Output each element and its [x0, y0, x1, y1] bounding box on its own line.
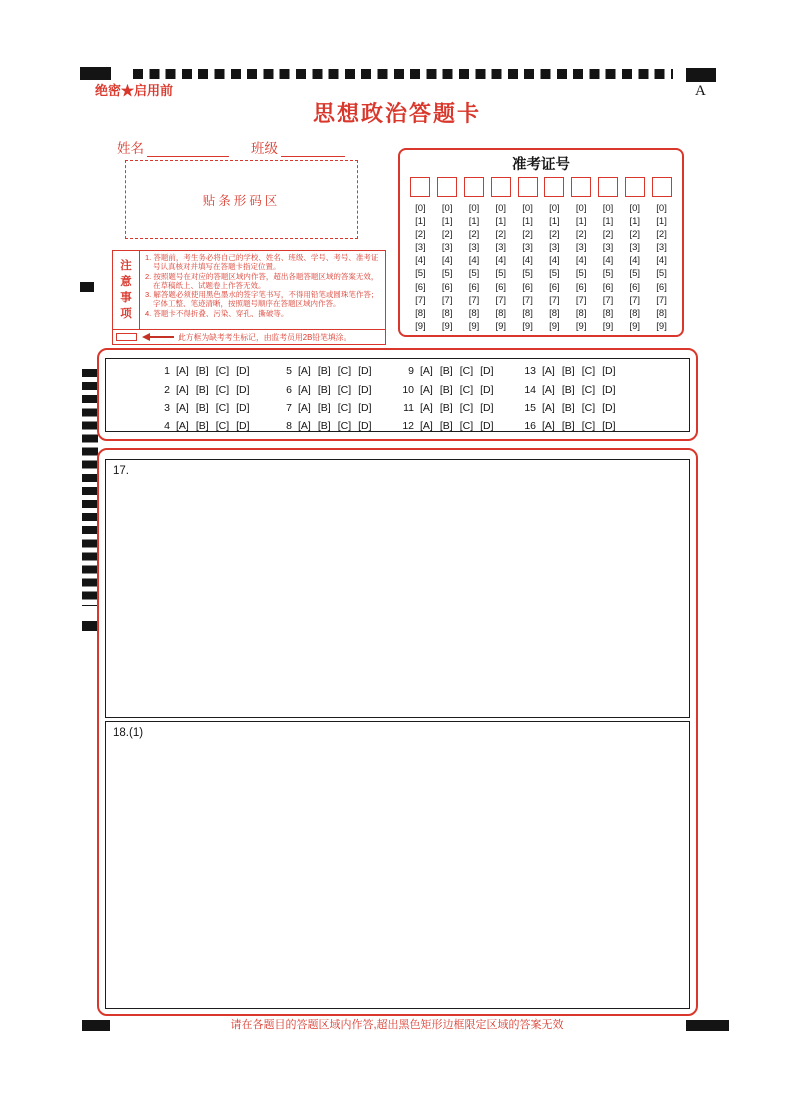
option-bubble-2-B[interactable]: [B] — [195, 383, 209, 396]
timing-mark-left-single-lower — [82, 621, 98, 631]
digit-bubble-5[interactable]: [5] — [415, 268, 426, 280]
option-bubble-9-A[interactable]: [A] — [420, 365, 433, 378]
absent-mark-box[interactable] — [116, 333, 137, 341]
digit-bubble-3[interactable]: [3] — [629, 242, 641, 254]
option-bubble-8-B[interactable]: [B] — [317, 420, 331, 433]
digit-bubble-7[interactable]: [7] — [495, 294, 507, 306]
exam-digit-writebox-col5[interactable] — [518, 177, 538, 197]
digit-bubble-1[interactable]: [1] — [468, 216, 480, 228]
notice-title-cell — [113, 251, 140, 329]
digit-bubble-7[interactable]: [7] — [468, 294, 480, 306]
option-bubble-14-B[interactable]: [B] — [561, 383, 575, 396]
option-bubble-11-B[interactable]: [B] — [439, 401, 453, 414]
digit-bubble-2[interactable]: [2] — [575, 229, 587, 241]
digit-bubble-3[interactable]: [3] — [415, 242, 426, 254]
corner-mark-top-left — [80, 67, 111, 80]
digit-bubble-7[interactable]: [7] — [549, 294, 560, 306]
digit-bubble-2[interactable]: [2] — [441, 229, 453, 241]
digit-bubble-0[interactable]: [0] — [656, 203, 667, 214]
digit-bubble-8[interactable]: [8] — [575, 307, 587, 319]
option-bubble-7-C[interactable]: [C] — [337, 401, 352, 414]
timing-mark-left-single-upper — [80, 282, 94, 292]
option-bubble-11-D[interactable]: [D] — [480, 401, 494, 414]
digit-bubble-3[interactable]: [3] — [549, 242, 560, 254]
digit-bubble-1[interactable]: [1] — [441, 216, 453, 228]
answer-area-17-label: 17. — [113, 465, 129, 477]
option-bubble-7-A[interactable]: [A] — [298, 401, 311, 414]
digit-bubble-1[interactable]: [1] — [575, 216, 587, 228]
digit-bubble-7[interactable]: [7] — [415, 294, 426, 306]
question-number: 7 — [286, 401, 292, 414]
option-bubble-5-B[interactable]: [B] — [317, 365, 331, 378]
notice-item: 3. 解答题必须使用黑色墨水的签字笔书写，不得用铅笔或圆珠笔作答；字体工整、笔迹清晰，按照题号顺序在答题区域内作答。 — [145, 290, 379, 309]
option-bubble-4-A[interactable]: [A] — [176, 420, 189, 433]
choice-question-8 — [272, 420, 394, 432]
question-number: 10 — [402, 383, 414, 396]
question-number: 1 — [164, 365, 170, 378]
option-bubble-11-A[interactable]: [A] — [420, 401, 433, 414]
option-bubble-3-B[interactable]: [B] — [195, 401, 209, 414]
question-number: 2 — [164, 383, 170, 396]
option-bubble-9-B[interactable]: [B] — [439, 365, 453, 378]
digit-bubble-8[interactable]: [8] — [549, 307, 560, 319]
question-number: 12 — [402, 420, 414, 433]
digit-bubble-9[interactable]: [9] — [549, 320, 560, 332]
digit-bubble-8[interactable]: [8] — [441, 307, 453, 319]
digit-bubble-3[interactable]: [3] — [441, 242, 453, 254]
choice-question-15 — [516, 402, 638, 414]
digit-bubble-0[interactable]: [0] — [468, 203, 480, 214]
option-bubble-10-C[interactable]: [C] — [459, 383, 474, 396]
option-bubble-16-C[interactable]: [C] — [581, 420, 596, 433]
option-bubble-14-D[interactable]: [D] — [602, 383, 616, 396]
choice-question-3 — [150, 402, 272, 414]
answer-area-17[interactable] — [105, 459, 690, 718]
choice-question-9 — [394, 365, 516, 377]
option-bubble-5-D[interactable]: [D] — [358, 365, 372, 378]
exam-digit-writebox-col1[interactable] — [410, 177, 430, 197]
digit-bubble-1[interactable]: [1] — [549, 216, 560, 228]
digit-bubble-9[interactable]: [9] — [468, 320, 480, 332]
digit-bubble-6[interactable]: [6] — [575, 281, 587, 293]
digit-bubble-5[interactable]: [5] — [495, 268, 507, 280]
option-bubble-4-B[interactable]: [B] — [195, 420, 209, 433]
option-bubble-6-D[interactable]: [D] — [358, 383, 372, 396]
option-bubble-15-C[interactable]: [C] — [581, 401, 596, 414]
digit-bubble-1[interactable]: [1] — [602, 216, 614, 228]
digit-bubble-8[interactable]: [8] — [656, 307, 667, 319]
digit-bubble-9[interactable]: [9] — [575, 320, 587, 332]
digit-bubble-0[interactable]: [0] — [549, 203, 560, 214]
digit-bubble-4[interactable]: [4] — [468, 255, 480, 267]
digit-bubble-2[interactable]: [2] — [656, 229, 667, 241]
notice-title: 注意事项 — [120, 260, 132, 320]
exam-digit-writebox-col4[interactable] — [491, 177, 511, 197]
digit-bubble-9[interactable]: [9] — [656, 320, 667, 332]
question-number: 11 — [403, 401, 414, 414]
option-bubble-6-A[interactable]: [A] — [298, 383, 311, 396]
digit-bubble-4[interactable]: [4] — [656, 255, 667, 267]
option-bubble-16-A[interactable]: [A] — [542, 420, 555, 433]
digit-bubble-7[interactable]: [7] — [602, 294, 614, 306]
digit-bubble-6[interactable]: [6] — [656, 281, 667, 293]
secret-label: 绝密★启用前 — [95, 83, 174, 98]
page-title: 思想政治答题卡 — [312, 101, 481, 126]
notice-items — [140, 251, 385, 329]
option-bubble-13-B[interactable]: [B] — [561, 365, 575, 378]
absent-mark-row — [113, 329, 385, 344]
absent-note: 此方框为缺考考生标记，由监考员用2B铅笔填涂。 — [178, 332, 352, 342]
digit-bubble-2[interactable]: [2] — [602, 229, 614, 241]
digit-bubble-4[interactable]: [4] — [415, 255, 426, 267]
option-bubble-8-D[interactable]: [D] — [358, 420, 372, 433]
answer-area-18-1[interactable] — [105, 721, 690, 1009]
digit-bubble-8[interactable]: [8] — [495, 307, 507, 319]
option-bubble-14-C[interactable]: [C] — [581, 383, 596, 396]
choice-section-panel — [97, 348, 698, 441]
digit-bubble-9[interactable]: [9] — [629, 320, 641, 332]
option-bubble-4-D[interactable]: [D] — [236, 420, 250, 433]
notice-item: 2. 按照题号在对应的答题区域内作答，超出各题答题区域的答案无效，在草稿纸上、试题卷上作答无效。 — [145, 271, 379, 290]
digit-bubble-6[interactable]: [6] — [549, 281, 560, 293]
choice-question-1 — [150, 365, 272, 377]
choice-question-6 — [272, 384, 394, 396]
question-number: 14 — [524, 383, 536, 396]
option-bubble-14-A[interactable]: [A] — [542, 383, 555, 396]
digit-bubble-9[interactable]: [9] — [522, 320, 533, 332]
timing-marks-left-column — [82, 369, 98, 606]
option-bubble-10-B[interactable]: [B] — [439, 383, 453, 396]
digit-bubble-5[interactable]: [5] — [549, 268, 560, 280]
digit-bubble-5[interactable]: [5] — [441, 268, 453, 280]
digit-bubble-8[interactable]: [8] — [602, 307, 614, 319]
digit-bubble-4[interactable]: [4] — [441, 255, 453, 267]
digit-bubble-3[interactable]: [3] — [468, 242, 480, 254]
digit-bubble-7[interactable]: [7] — [656, 294, 667, 306]
exam-digit-writebox-col6[interactable] — [544, 177, 564, 197]
digit-bubble-4[interactable]: [4] — [575, 255, 587, 267]
exam-number-panel — [398, 148, 684, 337]
digit-bubble-1[interactable]: [1] — [629, 216, 641, 228]
digit-bubble-0[interactable]: [0] — [441, 203, 453, 214]
digit-bubble-0[interactable]: [0] — [415, 203, 426, 214]
notice-panel — [112, 250, 386, 345]
digit-bubble-8[interactable]: [8] — [468, 307, 480, 319]
student-info-row — [117, 137, 345, 157]
digit-bubble-8[interactable]: [8] — [415, 307, 426, 319]
digit-bubble-2[interactable]: [2] — [522, 229, 533, 241]
digit-bubble-6[interactable]: [6] — [602, 281, 614, 293]
option-bubble-12-A[interactable]: [A] — [420, 420, 433, 433]
digit-bubble-3[interactable]: [3] — [522, 242, 533, 254]
digit-bubble-4[interactable]: [4] — [602, 255, 614, 267]
digit-bubble-9[interactable]: [9] — [495, 320, 507, 332]
digit-bubble-3[interactable]: [3] — [656, 242, 667, 254]
digit-bubble-8[interactable]: [8] — [522, 307, 533, 319]
option-bubble-5-A[interactable]: [A] — [298, 365, 311, 378]
question-number: 8 — [286, 420, 292, 433]
option-bubble-2-C[interactable]: [C] — [215, 383, 230, 396]
barcode-area-label: 贴条形码区 — [202, 193, 281, 208]
digit-bubble-0[interactable]: [0] — [629, 203, 641, 214]
digit-bubble-6[interactable]: [6] — [495, 281, 507, 293]
option-bubble-15-B[interactable]: [B] — [561, 401, 575, 414]
option-bubble-13-D[interactable]: [D] — [602, 365, 616, 378]
digit-bubble-3[interactable]: [3] — [495, 242, 507, 254]
name-write-line[interactable] — [147, 143, 229, 157]
digit-bubble-6[interactable]: [6] — [629, 281, 641, 293]
digit-bubble-0[interactable]: [0] — [575, 203, 587, 214]
option-bubble-4-C[interactable]: [C] — [215, 420, 230, 433]
question-number: 16 — [524, 420, 536, 433]
option-bubble-8-C[interactable]: [C] — [337, 420, 352, 433]
left-arrow-icon — [142, 333, 150, 341]
question-number: 15 — [524, 401, 536, 414]
option-bubble-8-A[interactable]: [A] — [298, 420, 311, 433]
digit-bubble-5[interactable]: [5] — [602, 268, 614, 280]
option-bubble-11-C[interactable]: [C] — [459, 401, 474, 414]
question-number: 5 — [286, 365, 292, 378]
exam-digit-writebox-col9[interactable] — [625, 177, 645, 197]
choice-question-5 — [272, 365, 394, 377]
class-label: 班级 — [251, 141, 278, 156]
option-bubble-15-A[interactable]: [A] — [542, 401, 555, 414]
class-write-line[interactable] — [281, 143, 345, 157]
exam-number-box-row — [400, 174, 682, 199]
footer-warning: 请在各题目的答题区域内作答,超出黑色矩形边框限定区域的答案无效 — [230, 1019, 564, 1031]
option-bubble-16-D[interactable]: [D] — [602, 420, 616, 433]
timing-dash-bar-top — [133, 69, 673, 79]
corner-mark-top-right — [686, 68, 716, 82]
option-bubble-6-C[interactable]: [C] — [337, 383, 352, 396]
exam-digit-writebox-col10[interactable] — [652, 177, 672, 197]
digit-bubble-2[interactable]: [2] — [549, 229, 560, 241]
digit-bubble-2[interactable]: [2] — [629, 229, 641, 241]
digit-bubble-6[interactable]: [6] — [415, 281, 426, 293]
digit-bubble-4[interactable]: [4] — [629, 255, 641, 267]
digit-bubble-1[interactable]: [1] — [656, 216, 667, 228]
notice-main — [113, 251, 385, 329]
option-bubble-7-D[interactable]: [D] — [358, 401, 372, 414]
option-bubble-10-A[interactable]: [A] — [420, 383, 433, 396]
digit-bubble-1[interactable]: [1] — [415, 216, 426, 228]
question-number: 9 — [408, 365, 414, 378]
digit-bubble-5[interactable]: [5] — [522, 268, 533, 280]
left-arrow-tail — [150, 336, 174, 339]
choice-question-13 — [516, 365, 638, 377]
digit-bubble-1[interactable]: [1] — [495, 216, 507, 228]
notice-item: 4. 答题卡不得折叠、污染、穿孔、撕破等。 — [145, 308, 289, 318]
exam-number-grid — [400, 199, 682, 333]
exam-digit-writebox-col7[interactable] — [571, 177, 591, 197]
digit-bubble-7[interactable]: [7] — [575, 294, 587, 306]
question-number: 6 — [286, 383, 292, 396]
digit-bubble-3[interactable]: [3] — [575, 242, 587, 254]
digit-bubble-5[interactable]: [5] — [575, 268, 587, 280]
digit-bubble-0[interactable]: [0] — [495, 203, 507, 214]
option-bubble-12-C[interactable]: [C] — [459, 420, 474, 433]
option-bubble-13-A[interactable]: [A] — [542, 365, 555, 378]
barcode-paste-area — [125, 160, 358, 239]
digit-bubble-4[interactable]: [4] — [549, 255, 560, 267]
choice-grid — [105, 358, 690, 432]
digit-bubble-2[interactable]: [2] — [415, 229, 426, 241]
option-bubble-5-C[interactable]: [C] — [337, 365, 352, 378]
option-bubble-15-D[interactable]: [D] — [602, 401, 616, 414]
exam-digit-writebox-col8[interactable] — [598, 177, 618, 197]
option-bubble-10-D[interactable]: [D] — [480, 383, 494, 396]
choice-question-11 — [394, 402, 516, 414]
digit-bubble-4[interactable]: [4] — [495, 255, 507, 267]
option-bubble-1-C[interactable]: [C] — [215, 365, 230, 378]
question-number: 4 — [164, 420, 170, 433]
form-code-label: A — [695, 83, 706, 99]
digit-bubble-2[interactable]: [2] — [495, 229, 507, 241]
digit-bubble-9[interactable]: [9] — [415, 320, 426, 332]
free-response-panel — [97, 448, 698, 1016]
digit-bubble-1[interactable]: [1] — [522, 216, 533, 228]
digit-bubble-6[interactable]: [6] — [468, 281, 480, 293]
digit-bubble-6[interactable]: [6] — [522, 281, 533, 293]
digit-bubble-5[interactable]: [5] — [468, 268, 480, 280]
choice-question-10 — [394, 384, 516, 396]
answer-area-18-1-label: 18.(1) — [113, 727, 144, 739]
option-bubble-12-D[interactable]: [D] — [480, 420, 494, 433]
choice-question-14 — [516, 384, 638, 396]
option-bubble-1-A[interactable]: [A] — [176, 365, 189, 378]
digit-bubble-9[interactable]: [9] — [441, 320, 453, 332]
question-number: 3 — [164, 401, 170, 414]
option-bubble-6-B[interactable]: [B] — [317, 383, 331, 396]
digit-bubble-7[interactable]: [7] — [629, 294, 641, 306]
name-label: 姓名 — [117, 141, 144, 156]
option-bubble-7-B[interactable]: [B] — [317, 401, 331, 414]
option-bubble-1-D[interactable]: [D] — [236, 365, 250, 378]
question-number: 13 — [524, 365, 536, 378]
digit-bubble-0[interactable]: [0] — [602, 203, 614, 214]
digit-bubble-5[interactable]: [5] — [629, 268, 641, 280]
option-bubble-9-D[interactable]: [D] — [480, 365, 494, 378]
option-bubble-3-C[interactable]: [C] — [215, 401, 230, 414]
option-bubble-3-D[interactable]: [D] — [236, 401, 250, 414]
option-bubble-9-C[interactable]: [C] — [459, 365, 474, 378]
choice-question-2 — [150, 384, 272, 396]
option-bubble-3-A[interactable]: [A] — [176, 401, 189, 414]
choice-question-7 — [272, 402, 394, 414]
exam-digit-writebox-col2[interactable] — [437, 177, 457, 197]
choice-question-16 — [516, 420, 638, 432]
option-bubble-1-B[interactable]: [B] — [195, 365, 209, 378]
option-bubble-12-B[interactable]: [B] — [439, 420, 453, 433]
choice-question-4 — [150, 420, 272, 432]
digit-bubble-7[interactable]: [7] — [522, 294, 533, 306]
digit-bubble-5[interactable]: [5] — [656, 268, 667, 280]
digit-bubble-3[interactable]: [3] — [602, 242, 614, 254]
digit-bubble-2[interactable]: [2] — [468, 229, 480, 241]
digit-bubble-7[interactable]: [7] — [441, 294, 453, 306]
digit-bubble-0[interactable]: [0] — [522, 203, 533, 214]
digit-bubble-8[interactable]: [8] — [629, 307, 641, 319]
digit-bubble-4[interactable]: [4] — [522, 255, 533, 267]
exam-digit-writebox-col3[interactable] — [464, 177, 484, 197]
notice-item: 1. 答题前，考生务必将自己的学校、姓名、班级、学号、考号、准考证号认真核对并填写在答题卡指定位置。 — [145, 253, 379, 272]
option-bubble-16-B[interactable]: [B] — [561, 420, 575, 433]
digit-bubble-9[interactable]: [9] — [602, 320, 614, 332]
option-bubble-13-C[interactable]: [C] — [581, 365, 596, 378]
digit-bubble-6[interactable]: [6] — [441, 281, 453, 293]
choice-question-12 — [394, 420, 516, 432]
option-bubble-2-A[interactable]: [A] — [176, 383, 189, 396]
option-bubble-2-D[interactable]: [D] — [236, 383, 250, 396]
exam-number-title: 准考证号 — [512, 157, 570, 173]
